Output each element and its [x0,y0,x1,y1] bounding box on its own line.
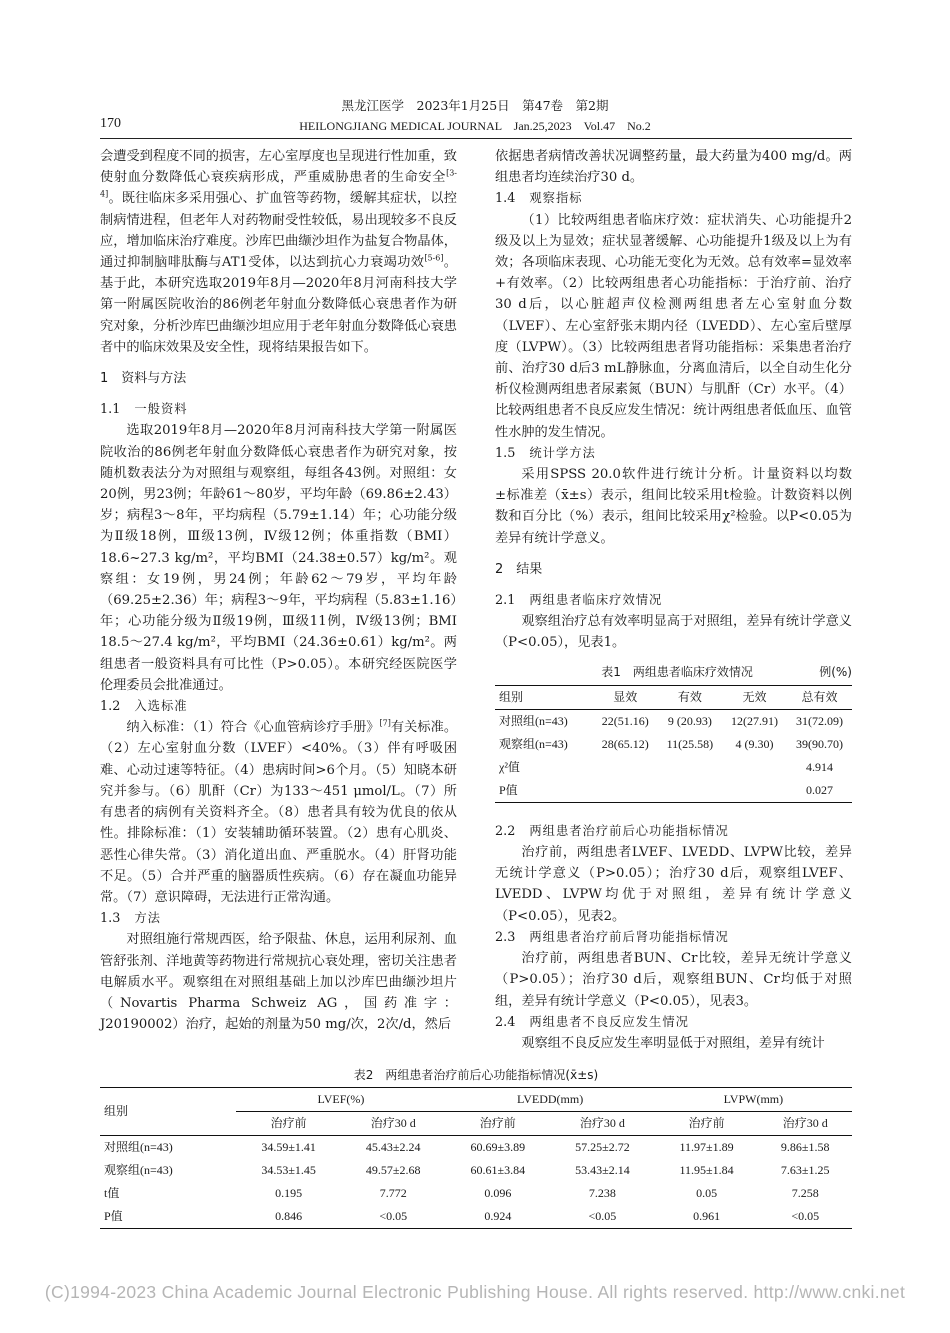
paragraph-1-1: 选取2019年8月—2020年8月河南科技大学第一附属医院收治的86例老年射血分数降低心衰患者作为研究对象，按随机数表法分为对照组与观察组，每组各43例。对照组：女20例，男23例；年龄61～80岁，平均年龄（69.86±2.43）岁；病程3～8年，平均病程（5.79±1.14）年；心功能分级为Ⅱ级18例，Ⅲ级13例，Ⅳ级12例；体重指数（BMI）18.6~27.3 kg/m²，平均BMI（24.38±0.57）kg/m²。观察组：女19例，男24例；年龄62～79岁，平均年龄（69.25±2.36）年；病程3～9年，平均病程（5.83±1.16）年；心功能分级为Ⅱ级19例，Ⅲ级11例，Ⅳ级13例；BMI 18.5～27.4 kg/m²，平均BMI（24.36±0.61）kg/m²。两组患者一般资料具有可比性（P>0.05）。本研究经医院医学伦理委员会批准通过。 [100,423,457,693]
paragraph-2-1: 观察组治疗总有效率明显高于对照组，差异有统计学意义（P<0.05），见表1。 [495,614,852,651]
paragraph-1-3: 对照组施行常规西医，给予限盐、休息，运用利尿剂、血管舒张剂、洋地黄等药物进行常规抗心衰处理，密切关注患者电解质水平。观察组在对照组基础上加以沙库巴曲缬沙坦片（Novartis Pharma Schweiz AG，国药准字：J20190002）治疗，起始的剂量为50 mg/次，2次/d，然后 [100,932,457,1033]
page-number: 170 [100,116,121,131]
subsection-2-2: 2.2 两组患者治疗前后心功能指标情况 [495,823,729,839]
table-row: t值 0.195 7.772 0.096 7.238 0.05 7.258 [104,1186,819,1200]
table1-unit: 例(%) [819,664,852,679]
paragraph-1-5: 采用SPSS 20.0软件进行统计分析。计量资料以均数±标准差（x̄±s）表示，组间比较采用t检验。计数资料以例数和百分比（%）表示，组间比较采用χ²检验。以P<0.05为差异有统计学意义。 [495,467,852,546]
table-row: 观察组(n=43) 28(65.12) 11(25.58) 4 (9.30) 39(90.70) [499,736,844,751]
table-header: 治疗前 [236,1112,341,1136]
table-row: 对照组(n=43) 22(51.16) 9 (20.93) 12(27.91) 31(72.09) [499,713,844,728]
table-row: P值 0.027 [495,779,852,803]
table-row: P值 0.846 <0.05 0.924 <0.05 0.961 <0.05 [100,1205,852,1229]
right-column [495,146,852,1054]
paragraph-1-4: （1）比较两组患者临床疗效：症状消失、心功能提升2级及以上为显效；症状显著缓解、心功能提升1级及以上为有效；各项临床表现、心功能无变化为无效。总有效率=显效率+有效率。（2）比较两组患者心功能指标：于治疗前、治疗30 d后，以心脏超声仪检测两组患者左心室射血分数（LVEF）、左心室舒张末期内径（LVEDD）、左心室后壁厚度（LVPW）。（3）比较两组患者肾功能指标：采集患者治疗前、治疗30 d后3 mL静脉血，分离血清后，以全自动生化分析仪检测两组患者尿素氮（BUN）与肌酐（Cr）水平。（4）比较两组患者不良反应发生情况：统计两组患者低血压、血管性水肿的发生情况。 [495,212,852,440]
paragraph-2-4: 观察组不良反应发生率明显低于对照组，差异有统计 [521,1035,825,1051]
table-header: 治疗30 d [550,1112,655,1136]
journal-header-en: HEILONGJIANG MEDICAL JOURNAL Jan.25,2023 Vol.47 No.2 [299,119,651,133]
journal-header-cn: 黑龙江医学 2023年1月25日 第47卷 第2期 [341,98,609,113]
left-column [100,146,457,1035]
table-header: 有效 [658,685,722,709]
table-header: 无效 [722,685,787,709]
citation: [3-4] [100,168,457,200]
table-header: LVPW(mm) [655,1088,852,1112]
subsection-1-3: 1.3 方法 [100,911,161,927]
subsection-1-4: 1.4 观察指标 [495,191,583,207]
header-rule [100,138,852,139]
subsection-2-1: 2.1 两组患者临床疗效情况 [495,593,663,609]
section-heading-1: 1 资料与方法 [100,371,187,387]
table-header: 治疗30 d [341,1112,446,1136]
intro-paragraph: 会遭受到程度不同的损害，左心室厚度也呈现进行性加重，致使射血分数降低心衰疾病形成，严重威胁患者的生命安全[3-4]。既往临床多采用强心、扩血管等药物，缓解其症状，以控制病情进程，但老年人对药物耐受性较低，易出现较多不良反应，增加临床治疗难度。沙库巴曲缬沙坦作为盐复合物晶体，通过抑制脑啡肽酶与AT1受体，以达到抗心力衰竭功效[5-6]。基于此，本研究选取2019年8月—2020年8月河南科技大学第一附属医院收治的86例老年射血分数降低心衰患者作为研究对象，分析沙库巴曲缬沙坦应用于老年射血分数降低心衰患者中的临床效果及安全性，现将结果报告如下。 [100,149,457,355]
table-header: 组别 [100,1088,236,1136]
citation: [5-6] [424,253,444,263]
subsection-2-4: 2.4 两组患者不良反应发生情况 [495,1014,689,1030]
paragraph-1-2: 纳入标准：（1）符合《心血管病诊疗手册》[7]有关标准。（2）左心室射血分数（LVEF）<40%。（3）伴有呼吸困难、心动过速等特征。（4）患病时间>6个月。（5）知晓本研究并参与。（6）肌酐（Cr）为133～451 μmol/L。（7）所有患者的病例有关资料齐全。（8）患者具有较为优良的依从性。排除标准：（1）安装辅助循环装置。（2）患有心肌炎、恶性心律失常。（3）消化道出血、严重脱水。（4）肝肾功能不足。（5）合并严重的脑器质性疾病。（6）存在凝血功能异常。（7）意识障碍，无法进行正常沟通。 [100,718,458,905]
paragraph-1-3-cont: 依据患者病情改善状况调整药量，最大药量为400 mg/d。两组患者均连续治疗30 d。 [495,149,852,186]
table-row: 观察组(n=43) 34.53±1.45 49.57±2.68 60.61±3.84 53.43±2.14 11.95±1.84 7.63±1.25 [104,1163,830,1177]
subsection-1-5: 1.5 统计学方法 [495,445,596,461]
table-header: 显效 [593,685,658,709]
table2 [100,1087,852,1229]
table-header: LVEF(%) [236,1088,445,1112]
table-header: 组别 [495,685,593,709]
table-row: 对照组(n=43) 34.59±1.41 45.43±2.24 60.69±3.89 57.25±2.72 11.97±1.89 9.86±1.58 [104,1140,830,1154]
table-row: χ²值 4.914 [499,759,834,774]
citation: [7] [379,718,391,728]
paragraph-2-3: 治疗前，两组患者BUN、Cr比较，差异无统计学意义（P>0.05）；治疗30 d后，观察组BUN、Cr均低于对照组，差异有统计学意义（P<0.05），见表3。 [495,951,852,1009]
table1 [495,685,852,803]
subsection-2-3: 2.3 两组患者治疗前后肾功能指标情况 [495,929,729,945]
table-header: 总有效 [787,685,852,709]
table2-block [100,1066,852,1229]
table2-caption: 表2 两组患者治疗前后心功能指标情况(x̄±s) [353,1068,599,1082]
copyright-footer: (C)1994-2023 China Academic Journal Electronic Publishing House. All rights reserved. http://www.cnki.net [44,1282,906,1302]
section-heading-2: 2 结果 [495,561,543,577]
table1-caption: 表1 两组患者临床疗效情况 例(%) [495,662,852,683]
table-header: LVEDD(mm) [446,1088,655,1112]
table-header: 治疗30 d [758,1112,852,1136]
paragraph-2-2: 治疗前，两组患者LVEF、LVEDD、LVPW比较，差异无统计学意义（P>0.05）；治疗30 d后，观察组LVEF、LVEDD、LVPW均优于对照组，差异有统计学意义（P<0.05），见表2。 [495,845,852,924]
subsection-1-2: 1.2 入选标准 [100,699,188,715]
subsection-1-1: 1.1 一般资料 [100,402,188,418]
table-header: 治疗前 [446,1112,551,1136]
table-header: 治疗前 [655,1112,759,1136]
